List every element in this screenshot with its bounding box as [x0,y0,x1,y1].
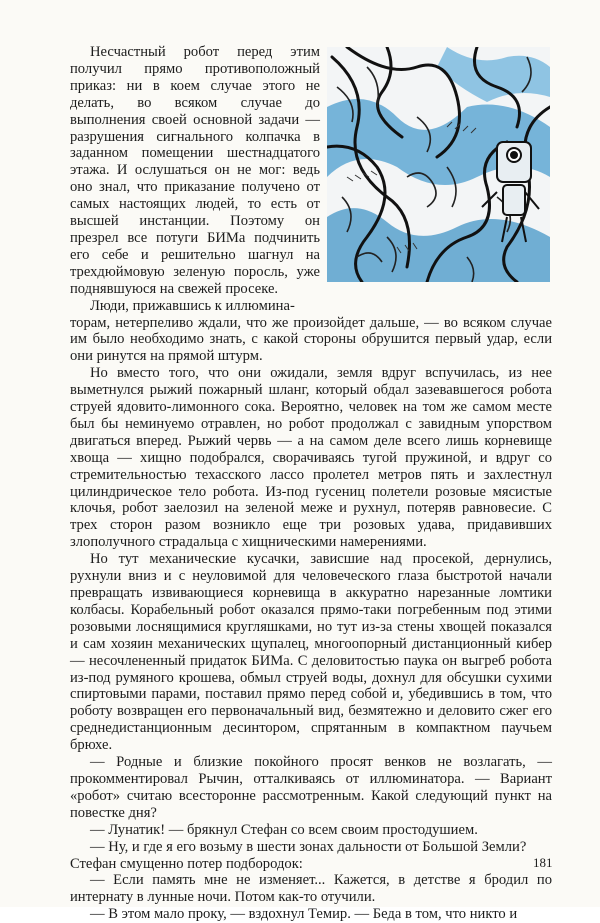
paragraph-narrow: Несчастный робот перед этим получил прямо противоположный приказ: ни в коем случае этого не делать, во всяком случае до выполнения своей основной задачи — разрушения сигнального колпачка в заданном помещении шестнадцатого этажа. И ослушаться он не мог: ведь оно знал, что приказание получено от самых настоящих людей, то есть от высшей инстанции. Поэтому он презрел все потуги БИМа подчинить его себе и решительно шагнул на трехдюймовую зеленую поросль, уже поднявшуюся на свежей просеке. [70,44,320,297]
paragraph: Но тут механические кусачки, зависшие над просекой, дернулись, рухнули вниз и с неуловимой для человеческого глаза быстротой начали превращать извивающиеся корневища в аккуратно нарезанные ломтики колбасы. Корабельный робот оказался прямо-таки погребенным под этими розовыми лоснящимися кругляшками, но тут из-за стены хвощей показался и сам хозяин механических щупалец, многоопорный дистанционный кибер — несочлененный придаток БИМа. С деловитостью паука он выгреб робота из-под румяного крошева, обмыл струей воды, дохнул для обсушки сухими спиртовыми парами, поставил прямо перед собой и, убедившись в том, что роботу возвращен его первоначальный вид, безмятежно и деловито сжег его среднедистанционным десинтором, спрятанным в компактном паучьем брюхе. [70,551,552,754]
paragraph-wrap-start: Люди, прижавшись к иллюмина- [90,297,295,314]
paragraph: — Ну, и где я его возьму в шести зонах дальности от Большой Земли? [90,838,527,855]
paragraph: — Лунатик! — брякнул Стефан со всем своим простодушием. [90,821,478,838]
paragraph-wrap-continued: торам, нетерпеливо ждали, что же произойдет дальше, — во всяком случае им было необходимо знать, с какой стороны обрушится первый удар, если они ринутся на прямой штурм. [70,314,552,365]
paragraph: — В этом мало проку, — вздохнул Темир. — Беда в том, что никто и [90,906,518,923]
paragraph: Стефан смущенно потер подбородок: [70,855,303,872]
paragraph: — Если память мне не изменяет... Кажется, в детстве я бродил по интернату в лунные ночи. Потом как-то отучили. [70,872,552,906]
body-text [70,44,552,923]
paragraph: Но вместо того, что они ожидали, земля вдруг вспучилась, из нее выметнулся рыжий пожарный шланг, который обдал зазевавшегося робота струей ядовито-лимонного сока. Вероятно, человек на том же самом месте был бы неминуемо отравлен, но робот продолжал с завидным упорством двигаться вперед. Рыжий червь — а на самом деле всего лишь корневище хвоща — хищно подобрался, сворачиваясь тугой пружиной, и вдруг со стремительностью техасского лассо пролетел метров пять и захлестнул цилиндрическое тело робота. Из-под гусениц полетели розовые мясистые клочья, робот заелозил на зеленой меже и рухнул, потеряв равновесие. С трех сторон разом возникло еще три розовых удава, придавивших злополучного страдальца с хищническими намерениями. [70,365,552,551]
page-number: 181 [533,855,553,870]
paragraph: — Родные и близкие покойного просят венков не возлагать, — прокомментировал Рычин, отталкиваясь от иллюминатора. — Вариант «робот» считаю всесторонне рассмотренным. Какой следующий пункт на повестке дня? [70,754,552,821]
